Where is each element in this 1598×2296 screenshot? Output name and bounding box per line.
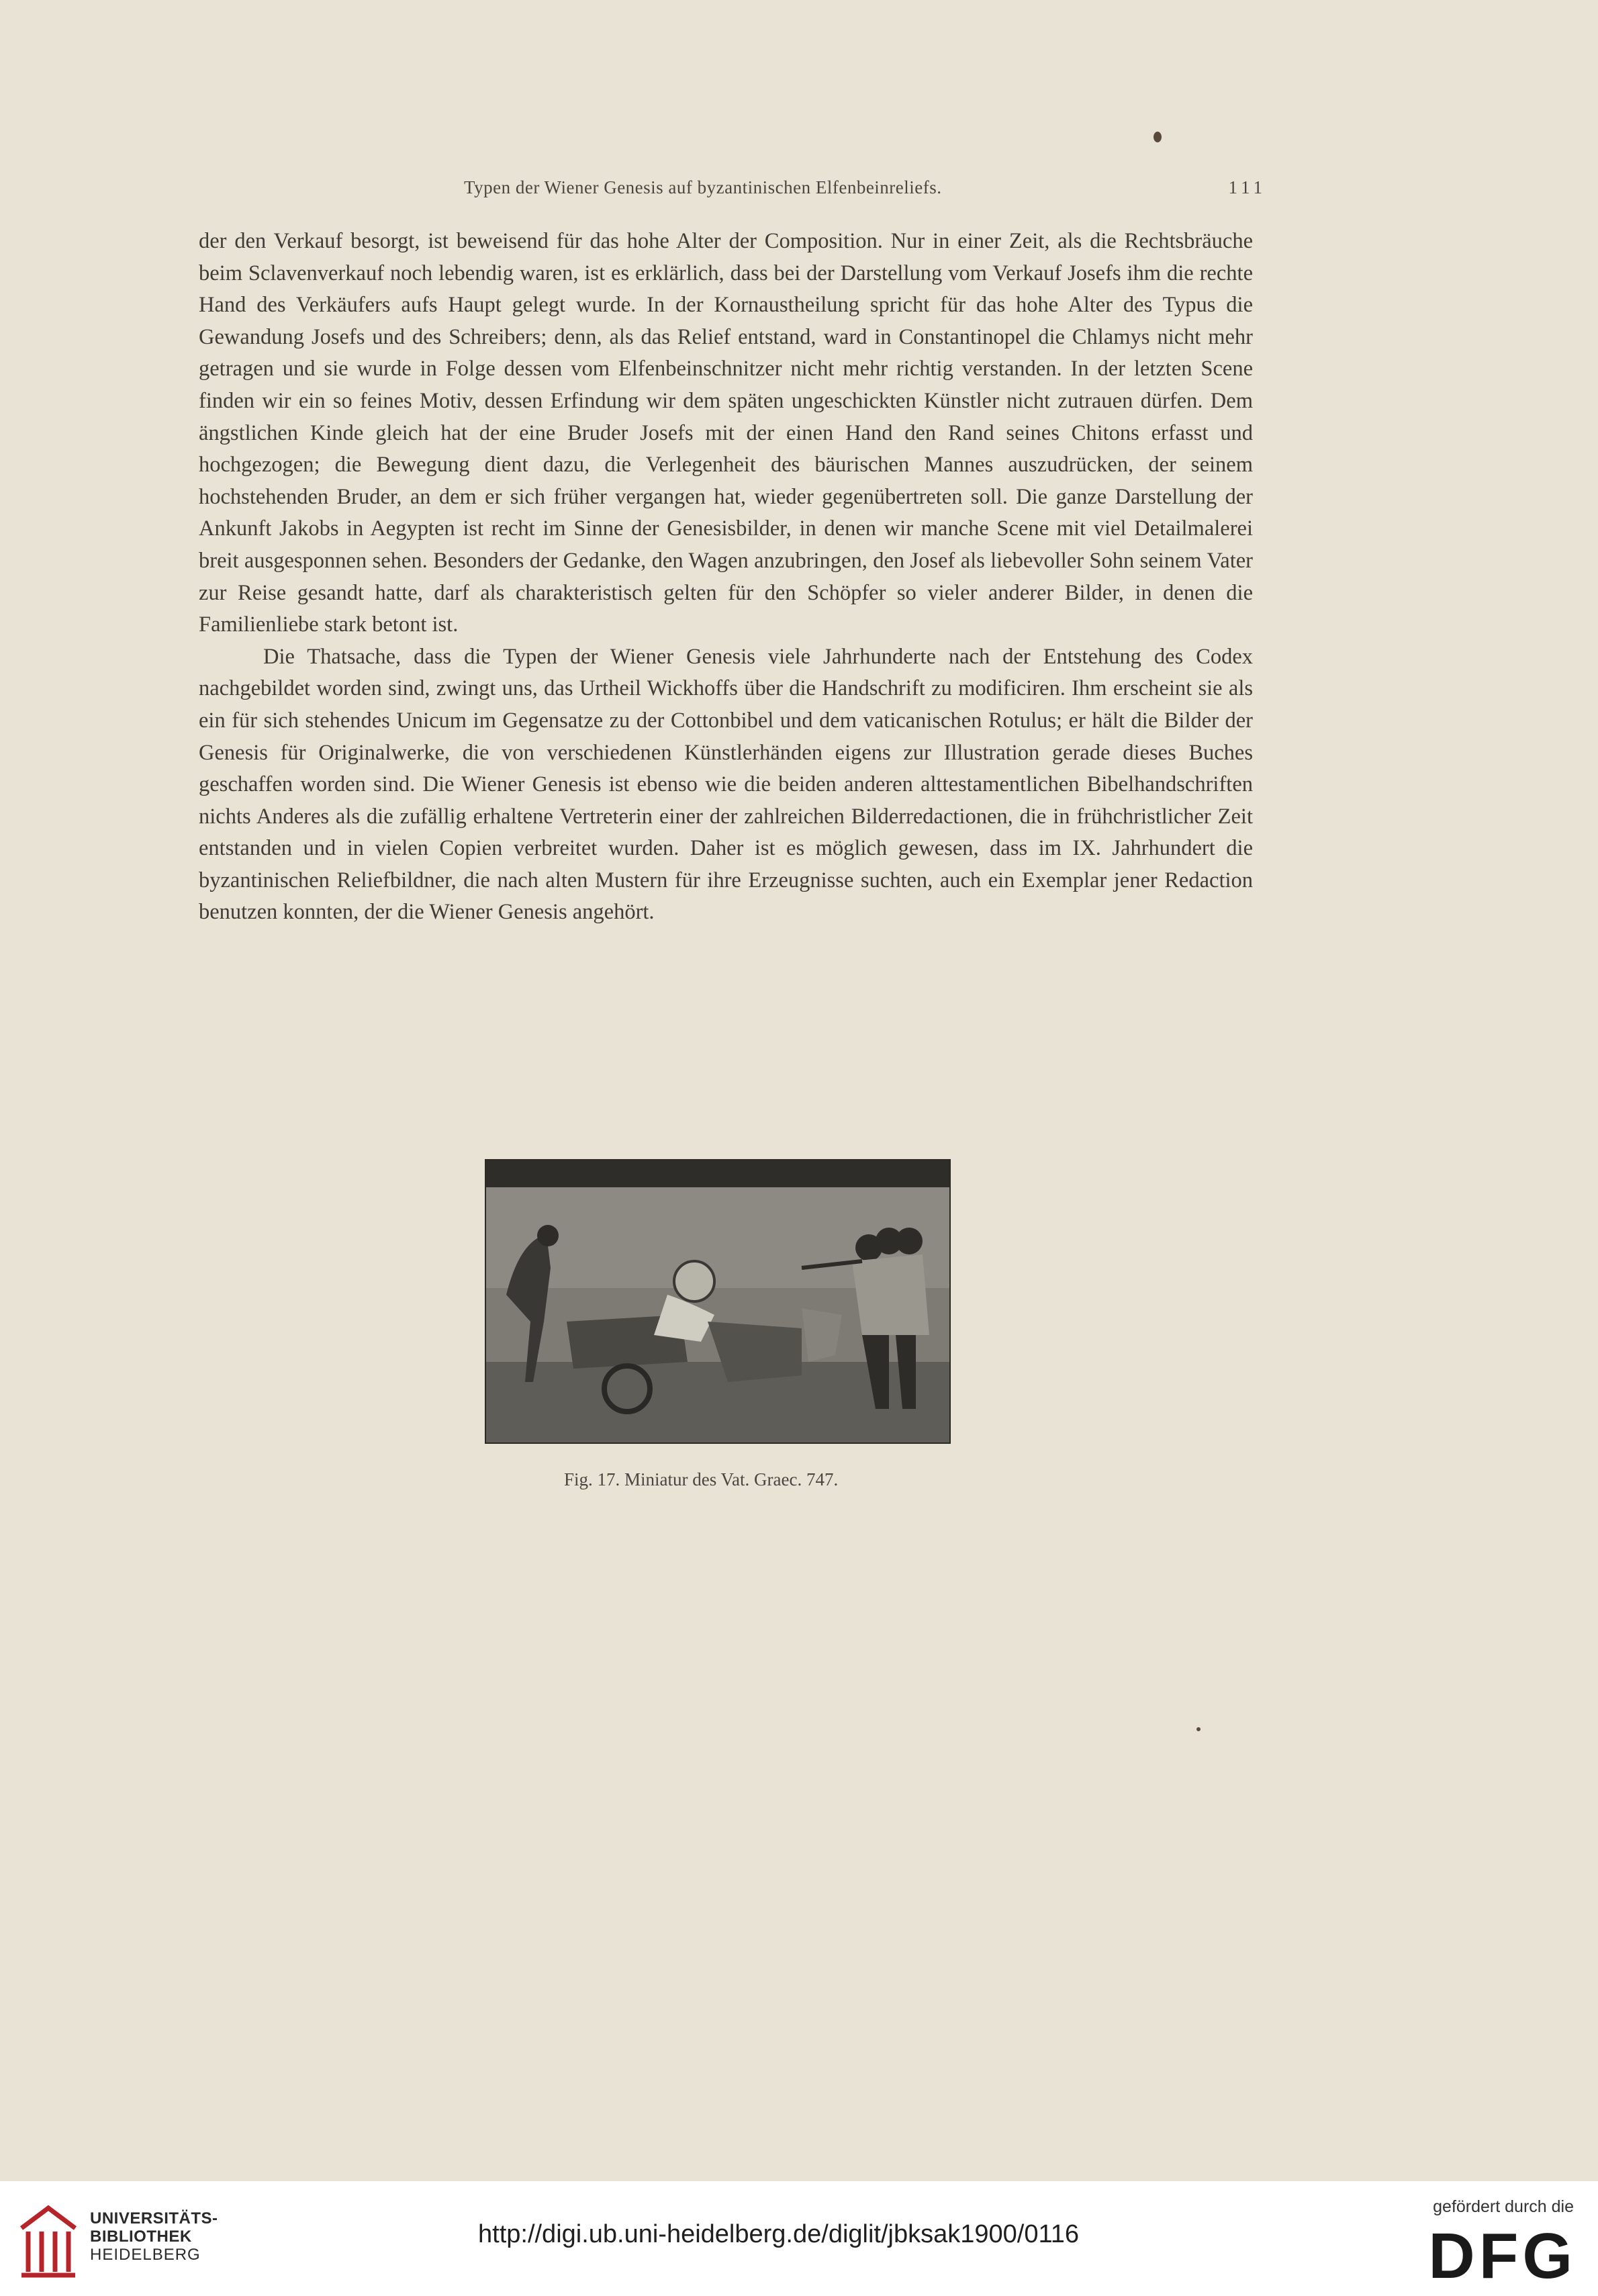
- funding-note: gefördert durch die: [1433, 2197, 1574, 2216]
- paragraph: Die Thatsache, dass die Typen der Wiener Genesis viele Jahrhunderte nach der Entstehung des Codex nachgebildet worden sind, zwingt uns, das Urtheil Wickhoffs über die Handschrift zu modificiren. Ihm erscheint sie als ein für sich stehendes Unicum im Gegensatze zu der Cottonbibel und dem vaticanischen Rotulus; er hält die Bilder der Genesis für Originalwerke, die von verschiedenen Künstlerhänden eigens zur Illustration gerade dieses Buches geschaffen worden sind. Die Wiener Genesis ist ebenso wie die beiden anderen alttestamentlichen Bibelhandschriften nichts Anderes als die zufällig erhaltene Vertreterin einer der zahlreichen Bilderredactionen, die in frühchristlicher Zeit entstanden und in vielen Copien verbreitet wurden. Daher ist es möglich gewesen, dass im IX. Jahrhundert die byzantinischen Reliefbildner, die nach alten Mustern für ihre Erzeugnisse suchten, auch ein Exemplar jener Redaction benutzen konnten, der die Wiener Genesis angehört.: [199, 644, 1253, 925]
- figure-caption: Fig. 17. Miniatur des Vat. Graec. 747.: [564, 1469, 839, 1489]
- page-number: 111: [1228, 177, 1266, 197]
- paragraph: der den Verkauf besorgt, ist beweisend für das hohe Alter der Composition. Nur in einer Zeit, als die Rechtsbräuche beim Sclavenverkauf noch lebendig waren, ist es erklärlich, dass bei der Darstellung vom Verkauf Josefs ihm die rechte Hand des Verkäufers aufs Haupt gelegt wurde. In der Kornaustheilung spricht für das hohe Alter des Typus die Gewandung Josefs und des Schreibers; denn, als das Relief entstand, ward in Constantinopel die Chlamys nicht mehr getragen und sie wurde in Folge dessen vom Elfenbeinschnitzer nicht mehr richtig verstanden. In der letzten Scene finden wir ein so feines Motiv, dessen Erfindung wir dem späten ungeschickten Künstler nicht zutrauen dürfen. Dem ängstlichen Kinde gleich hat der eine Bruder Josefs mit der einen Hand den Rand seines Chitons erfasst und hochgezogen; die Bewegung dient dazu, die Verlegenheit des bäurischen Mannes auszudrücken, der seinem hochstehenden Bruder, an dem er sich früher vergangen hat, wieder gegenübertreten soll. Die ganze Darstellung der Ankunft Jakobs in Aegypten ist recht im Sinne der Genesisbilder, in denen wir manche Scene mit viel Detailmalerei breit ausgesponnen sehen. Besonders der Gedanke, den Wagen anzubringen, den Josef als liebevoller Sohn seinem Vater zur Reise gesandt hatte, darf als charakteristisch gelten für den Schöpfer so vieler anderer Bilder, in denen die Familienliebe stark betont ist.: [199, 229, 1253, 637]
- library-name-line1: UNIVERSITÄTS-: [90, 2209, 218, 2228]
- ink-speck: [1154, 132, 1162, 142]
- running-head-title: Typen der Wiener Genesis auf byzantinischen Elfenbeinreliefs.: [464, 177, 942, 197]
- body-text: [199, 226, 1253, 929]
- library-name: [90, 2209, 218, 2264]
- dfg-logo: DFG: [1428, 2220, 1577, 2292]
- footer-bar: [0, 2181, 1598, 2296]
- permalink-url[interactable]: http://digi.ub.uni-heidelberg.de/diglit/jbksak1900/0116: [478, 2220, 1080, 2248]
- figure-miniature: [485, 1159, 951, 1457]
- university-library-logo-icon: [15, 2201, 82, 2279]
- library-name-line3: HEIDELBERG: [90, 2246, 201, 2264]
- miniature-image: [485, 1159, 951, 1444]
- running-head: [199, 177, 1266, 204]
- ink-speck: [1196, 1727, 1201, 1731]
- library-name-line2: BIBLIOTHEK: [90, 2228, 192, 2246]
